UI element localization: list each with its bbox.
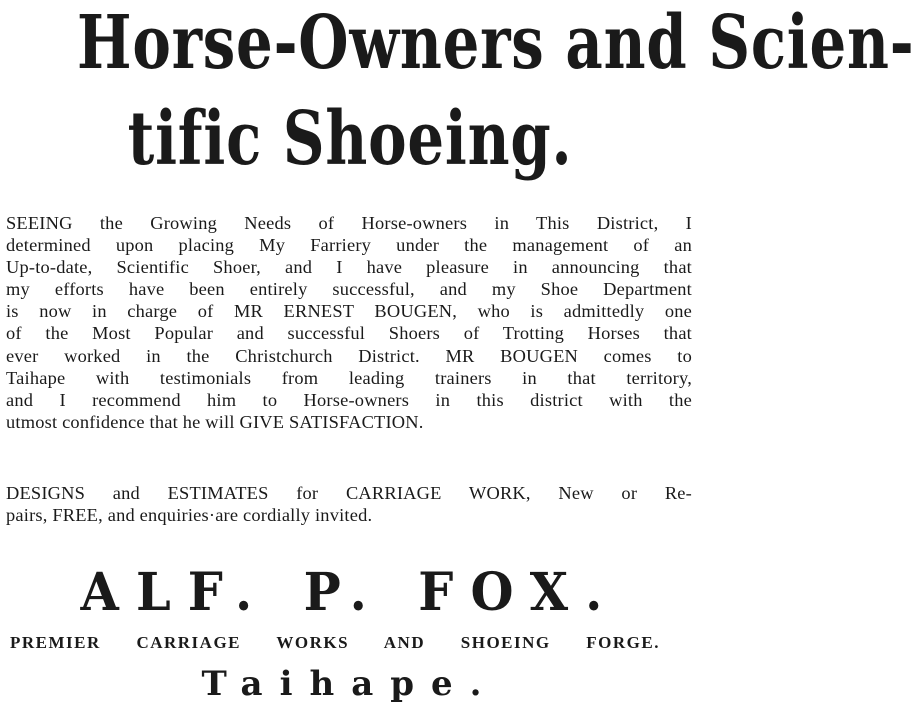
body-paragraph-2: [6, 482, 692, 526]
paragraph-line: my efforts have been entirely successful, and my Shoe Department: [6, 279, 692, 300]
paragraph-line: Up-to-date, Scientific Shoer, and I have pleasure in announcing that: [6, 257, 692, 278]
paragraph-line: ever worked in the Christchurch District. MR BOUGEN comes to: [6, 345, 692, 366]
business-name: PREMIER CARRIAGE WORKS AND SHOEING FORGE.: [10, 633, 660, 652]
paragraph-line: determined upon placing My Farriery under the management of an: [6, 235, 692, 256]
paragraph-line: and I recommend him to Horse-owners in this district with the: [6, 389, 692, 410]
paragraph-line: utmost confidence that he will GIVE SATISFACTION.: [6, 411, 424, 432]
headline-line-1: Horse-Owners and Scien-: [77, 0, 914, 86]
paragraph-line: pairs, FREE, and enquiries·are cordially invited.: [6, 505, 373, 526]
paragraph-line: Taihape with testimonials from leading trainers in that territory,: [6, 367, 692, 388]
paragraph-line: SEEING the Growing Needs of Horse-owners in This District, I: [6, 213, 692, 233]
town-name: Taihape.: [201, 664, 499, 704]
proprietor-name: ALF. P. FOX.: [80, 562, 620, 623]
paragraph-line: DESIGNS and ESTIMATES for CARRIAGE WORK, New or Re-: [6, 483, 692, 503]
paragraph-line: is now in charge of MR ERNEST BOUGEN, who is admittedly one: [6, 301, 692, 322]
paragraph-line: of the Most Popular and successful Shoers of Trotting Horses that: [6, 323, 692, 344]
headline-line-2: tific Shoeing.: [127, 96, 573, 182]
body-paragraph-1: [6, 212, 692, 433]
